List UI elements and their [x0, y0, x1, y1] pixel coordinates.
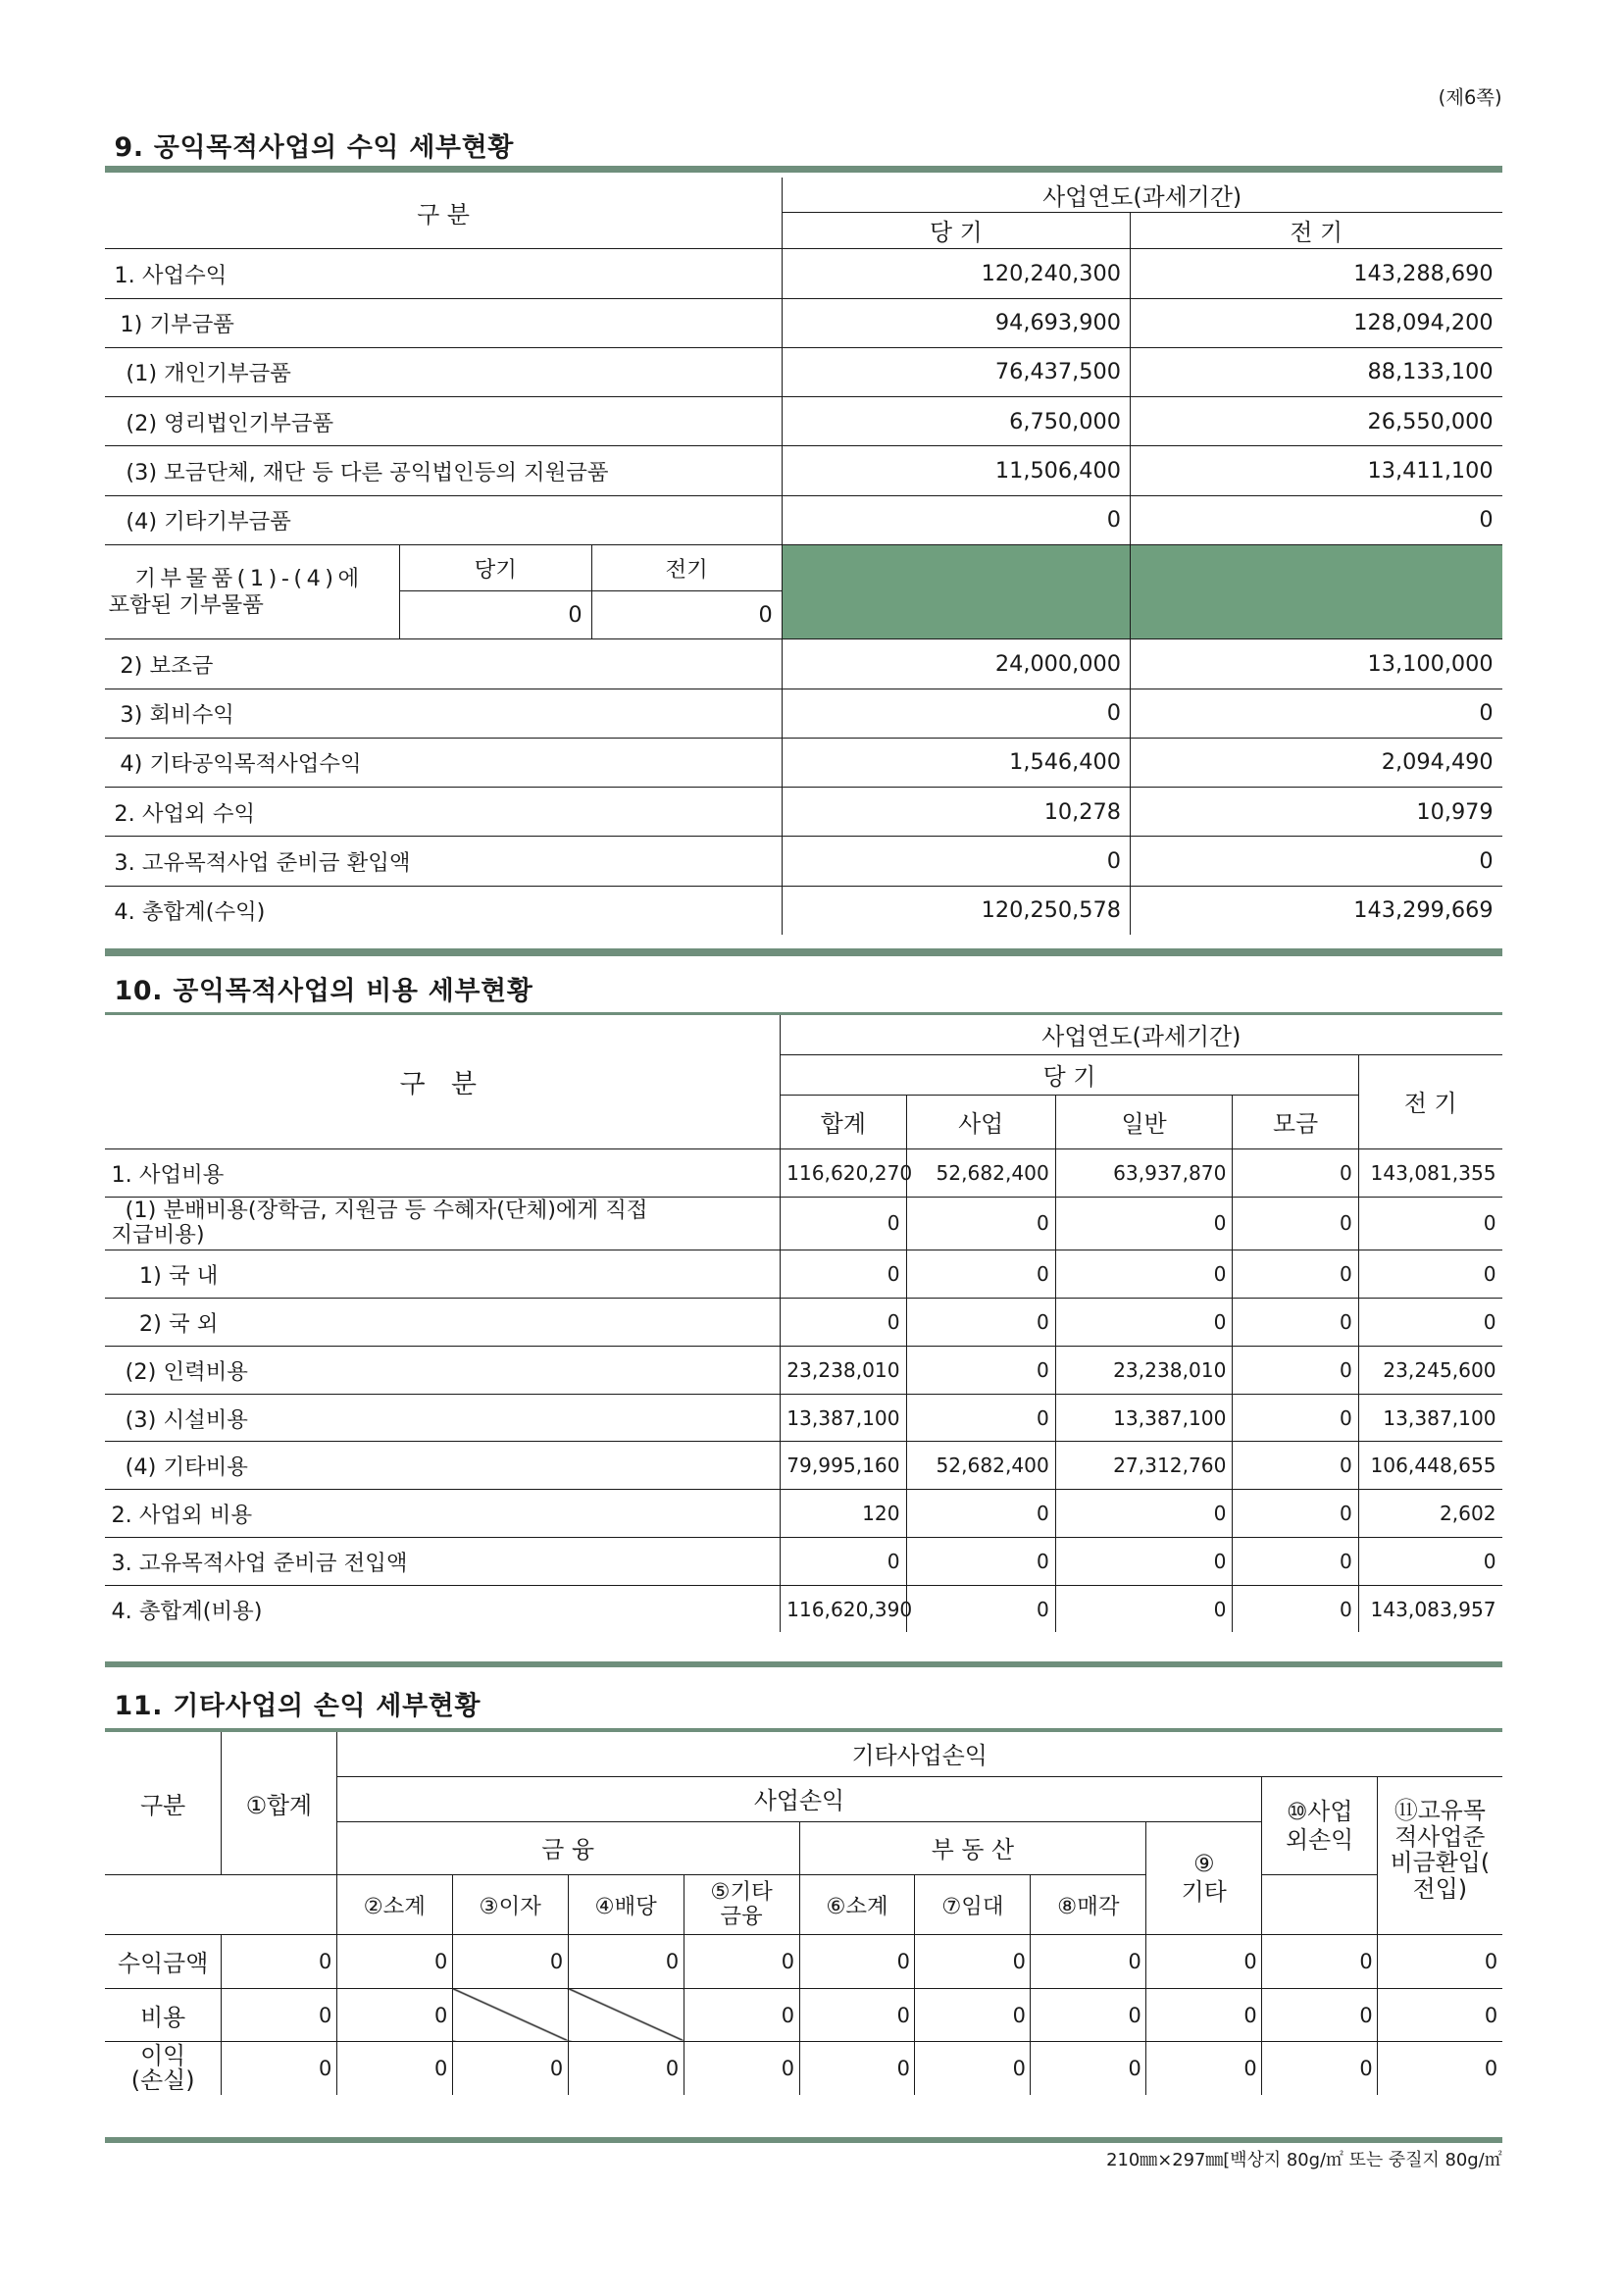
- cell-value: 0: [1146, 2042, 1262, 2095]
- section-11-title: 11. 기타사업의 손익 세부현황: [114, 1690, 482, 1721]
- row-label: 2. 사업외 비용: [105, 1490, 780, 1538]
- table-row: [105, 1148, 1501, 1197]
- row-label: 4) 기타공익목적사업수익: [105, 738, 782, 787]
- header-other: [1146, 1821, 1262, 1934]
- header-general: 일반: [1055, 1096, 1233, 1149]
- header-gubun: 구분: [105, 1732, 221, 1875]
- row-label: (3) 모금단체, 재단 등 다른 공익법인등의 지원금품: [105, 446, 782, 495]
- current-value: 76,437,500: [782, 347, 1130, 396]
- header-total: 합계: [781, 1096, 906, 1149]
- cell-value: 0: [336, 1988, 452, 2042]
- cell-value: 0: [1031, 1988, 1146, 2042]
- table-row: [105, 738, 1501, 787]
- cell-value: 0: [568, 2042, 684, 2095]
- cell-value: 0: [799, 2042, 915, 2095]
- row-label: 1. 사업비용: [105, 1148, 780, 1197]
- general-value: 27,312,760: [1055, 1442, 1233, 1490]
- cell-value: 0: [1031, 1934, 1146, 1988]
- shaded-cell: [782, 544, 1130, 639]
- cell-value: 0: [684, 1934, 799, 1988]
- previous-value: 143,299,669: [1130, 886, 1501, 935]
- header-other-finance: [684, 1875, 799, 1935]
- business-value: 0: [906, 1299, 1055, 1347]
- row-label: (1) 개인기부금품: [105, 347, 782, 396]
- total-value: 0: [781, 1299, 906, 1347]
- section-11-bottom-rule: [105, 2137, 1501, 2143]
- previous-value: 13,411,100: [1130, 446, 1501, 495]
- previous-value: 143,288,690: [1130, 249, 1501, 298]
- row-label: 1) 국 내: [105, 1250, 780, 1299]
- inkind-previous-header: 전기: [591, 544, 782, 590]
- header-dividend: ④배당: [568, 1875, 684, 1935]
- cell-value: 0: [1378, 1988, 1502, 2042]
- header-rent: ⑦임대: [915, 1875, 1031, 1935]
- current-value: 120,250,578: [782, 886, 1130, 935]
- header-business: 사업: [906, 1096, 1055, 1149]
- header-fundraising: 모금: [1233, 1096, 1358, 1149]
- cell-value: 0: [1031, 2042, 1146, 2095]
- cell-value: 0: [336, 2042, 452, 2095]
- row-label: (3) 시설비용: [105, 1394, 780, 1442]
- table-row: [105, 397, 1501, 446]
- header-reserve-line4: 전입): [1412, 1875, 1468, 1904]
- previous-value: 0: [1130, 837, 1501, 886]
- row-label: 3) 회비수익: [105, 689, 782, 738]
- cell-value: 0: [336, 1934, 452, 1988]
- general-value: 0: [1055, 1299, 1233, 1347]
- current-value: 6,750,000: [782, 397, 1130, 446]
- table-row: [105, 1988, 1501, 2042]
- section-10-title: 10. 공익목적사업의 비용 세부현황: [114, 976, 533, 1007]
- fundraising-value: 0: [1233, 1346, 1358, 1394]
- general-value: 0: [1055, 1250, 1233, 1299]
- inkind-current-header: 당기: [400, 544, 592, 590]
- row-label: (4) 기타비용: [105, 1442, 780, 1490]
- header-sale: ⑧매각: [1031, 1875, 1146, 1935]
- table-row: [105, 1934, 1501, 1988]
- current-value: 10,278: [782, 788, 1130, 837]
- paper-spec-footer: 210㎜×297㎜[백상지 80g/㎡ 또는 중질지 80g/㎡: [1106, 2150, 1502, 2171]
- fundraising-value: 0: [1233, 1490, 1358, 1538]
- previous-value: 0: [1358, 1250, 1501, 1299]
- business-value: 0: [906, 1490, 1055, 1538]
- business-value: 0: [906, 1250, 1055, 1299]
- previous-value: 23,245,600: [1358, 1346, 1501, 1394]
- cell-value: 0: [684, 2042, 799, 2095]
- business-value: 52,682,400: [906, 1442, 1055, 1490]
- previous-value: 0: [1358, 1537, 1501, 1585]
- cell-value: 0: [452, 1934, 568, 1988]
- total-value: 116,620,270: [781, 1148, 906, 1197]
- row-label: 4. 총합계(비용): [105, 1585, 780, 1632]
- table-row: [105, 1346, 1501, 1394]
- table-row: [105, 639, 1501, 689]
- total-value: 0: [781, 1537, 906, 1585]
- row-label-line1: 이익: [140, 2041, 186, 2069]
- total-value: 23,238,010: [781, 1346, 906, 1394]
- fundraising-value: 0: [1233, 1250, 1358, 1299]
- cell-value: 0: [221, 2042, 336, 2095]
- total-value: 120: [781, 1490, 906, 1538]
- previous-value: 10,979: [1130, 788, 1501, 837]
- header-gubun: 구 분: [105, 178, 782, 249]
- diagonal-empty-cell: [568, 1988, 684, 2042]
- row-label: 수익금액: [105, 1934, 221, 1988]
- general-value: 23,238,010: [1055, 1346, 1233, 1394]
- inkind-current-value: 0: [400, 591, 592, 639]
- row-label: 1. 사업수익: [105, 249, 782, 298]
- header-current: 당 기: [782, 213, 1130, 249]
- cell-value: 0: [915, 2042, 1031, 2095]
- fundraising-value: 0: [1233, 1585, 1358, 1632]
- cell-value: 0: [1262, 2042, 1378, 2095]
- table-row: [105, 837, 1501, 886]
- table-row: [105, 347, 1501, 396]
- row-label: 3. 고유목적사업 준비금 전입액: [105, 1537, 780, 1585]
- header-other-finance-line1: ⑤기타: [710, 1878, 773, 1905]
- previous-value: 0: [1358, 1197, 1501, 1250]
- total-value: 13,387,100: [781, 1394, 906, 1442]
- fundraising-value: 0: [1233, 1442, 1358, 1490]
- previous-value: 0: [1130, 495, 1501, 544]
- inkind-row: [105, 544, 1501, 590]
- current-value: 94,693,900: [782, 298, 1130, 347]
- header-non-business-pl-line1: ⑩사업: [1286, 1798, 1353, 1826]
- previous-value: 2,094,490: [1130, 738, 1501, 787]
- section-9-bottom-rule: [105, 948, 1501, 955]
- row-label: 1) 기부금품: [105, 298, 782, 347]
- section-9-revenue-table: [105, 178, 1501, 935]
- header-non-business-pl: [1262, 1776, 1378, 1875]
- table-row: [105, 1394, 1501, 1442]
- header-other-line2: 기타: [1181, 1877, 1227, 1906]
- cell-value: 0: [1146, 1988, 1262, 2042]
- previous-value: 106,448,655: [1358, 1442, 1501, 1490]
- cell-value: 0: [1378, 1934, 1502, 1988]
- cell-value: 0: [799, 1934, 915, 1988]
- row-label: [105, 1197, 780, 1250]
- fundraising-value: 0: [1233, 1537, 1358, 1585]
- row-label: 2. 사업외 수익: [105, 788, 782, 837]
- row-label: 3. 고유목적사업 준비금 환입액: [105, 837, 782, 886]
- cell-value: 0: [1262, 1988, 1378, 2042]
- row-label: 2) 국 외: [105, 1299, 780, 1347]
- cell-value: 0: [221, 1934, 336, 1988]
- current-value: 0: [782, 837, 1130, 886]
- header-real-estate: 부 동 산: [799, 1821, 1146, 1875]
- header-subtotal-finance: ②소계: [336, 1875, 452, 1935]
- section-10-bottom-rule: [105, 1661, 1501, 1667]
- section-10-expense-table: [105, 1015, 1501, 1633]
- table-row: [105, 1197, 1501, 1250]
- header-business-pl: 사업손익: [336, 1776, 1261, 1821]
- cell-value: 0: [915, 1934, 1031, 1988]
- row-label: (2) 인력비용: [105, 1346, 780, 1394]
- table-row: [105, 1490, 1501, 1538]
- table-row: [105, 1585, 1501, 1632]
- shaded-cell: [1130, 544, 1501, 639]
- business-value: 0: [906, 1537, 1055, 1585]
- header-other-business-pl: 기타사업손익: [336, 1732, 1501, 1776]
- current-value: 0: [782, 495, 1130, 544]
- total-value: 0: [781, 1197, 906, 1250]
- inkind-label-line2: 포함된 기부물품: [108, 591, 264, 618]
- cell-value: 0: [684, 1988, 799, 2042]
- section-9-title: 9. 공익목적사업의 수익 세부현황: [114, 132, 515, 164]
- row-label: 2) 보조금: [105, 639, 782, 689]
- header-other-line1: ⑨: [1193, 1850, 1215, 1878]
- general-value: 63,937,870: [1055, 1148, 1233, 1197]
- business-value: 0: [906, 1197, 1055, 1250]
- table-row: [105, 249, 1501, 298]
- table-row: [105, 298, 1501, 347]
- table-row: [105, 788, 1501, 837]
- header-other-finance-line2: 금융: [720, 1904, 763, 1930]
- fundraising-value: 0: [1233, 1197, 1358, 1250]
- previous-value: 128,094,200: [1130, 298, 1501, 347]
- row-label: (4) 기타기부금품: [105, 495, 782, 544]
- previous-value: 0: [1130, 689, 1501, 738]
- cell-value: 0: [799, 1988, 915, 2042]
- table-row: [105, 495, 1501, 544]
- inkind-previous-value: 0: [591, 591, 782, 639]
- total-value: 0: [781, 1250, 906, 1299]
- header-current: 당 기: [781, 1054, 1359, 1095]
- header-gubun: 구 분: [105, 1015, 780, 1149]
- previous-value: 26,550,000: [1130, 397, 1501, 446]
- current-value: 1,546,400: [782, 738, 1130, 787]
- current-value: 120,240,300: [782, 249, 1130, 298]
- cell-value: 0: [1378, 2042, 1502, 2095]
- row-label-line1: (1) 분배비용(장학금, 지원금 등 수혜자(단체)에게 직접: [111, 1198, 648, 1224]
- table-row: [105, 1537, 1501, 1585]
- header-previous: 전 기: [1358, 1054, 1501, 1148]
- header-total: ①합계: [221, 1732, 336, 1875]
- cell-value: 0: [915, 1988, 1031, 2042]
- table-row: [105, 1250, 1501, 1299]
- business-value: 0: [906, 1346, 1055, 1394]
- previous-value: 88,133,100: [1130, 347, 1501, 396]
- header-reserve-line3: 비금환입(: [1390, 1849, 1491, 1877]
- cell-value: 0: [452, 2042, 568, 2095]
- table-row: [105, 2042, 1501, 2095]
- total-value: 116,620,390: [781, 1585, 906, 1632]
- page-number: (제6쪽): [1438, 85, 1502, 109]
- table-row: [105, 886, 1501, 935]
- previous-value: 13,387,100: [1358, 1394, 1501, 1442]
- table-row: [105, 446, 1501, 495]
- current-value: 0: [782, 689, 1130, 738]
- header-non-business-pl-line2: 외손익: [1286, 1825, 1354, 1854]
- header-previous: 전 기: [1130, 213, 1501, 249]
- row-label: 4. 총합계(수익): [105, 886, 782, 935]
- header-business-year: 사업연도(과세기간): [782, 178, 1501, 213]
- inkind-label-line1: 기부물품(1)-(4)에: [134, 565, 364, 591]
- header-reserve-reversal: [1378, 1776, 1502, 1934]
- fundraising-value: 0: [1233, 1148, 1358, 1197]
- cell-value: 0: [1262, 1934, 1378, 1988]
- business-value: 0: [906, 1585, 1055, 1632]
- header-spacer: [105, 1875, 336, 1935]
- business-value: 0: [906, 1394, 1055, 1442]
- previous-value: 143,081,355: [1358, 1148, 1501, 1197]
- general-value: 0: [1055, 1585, 1233, 1632]
- previous-value: 0: [1358, 1299, 1501, 1347]
- row-label: (2) 영리법인기부금품: [105, 397, 782, 446]
- row-label: [105, 2042, 221, 2095]
- header-interest: ③이자: [452, 1875, 568, 1935]
- table-row: [105, 1299, 1501, 1347]
- fundraising-value: 0: [1233, 1394, 1358, 1442]
- inkind-label: [105, 544, 399, 639]
- general-value: 13,387,100: [1055, 1394, 1233, 1442]
- previous-value: 2,602: [1358, 1490, 1501, 1538]
- fundraising-value: 0: [1233, 1299, 1358, 1347]
- header-subtotal-real-estate: ⑥소계: [799, 1875, 915, 1935]
- row-label-line2: (손실): [130, 2066, 195, 2095]
- total-value: 79,995,160: [781, 1442, 906, 1490]
- header-finance: 금 융: [336, 1821, 799, 1875]
- diagonal-empty-cell: [452, 1988, 568, 2042]
- header-reserve-line1: ⑪고유목: [1394, 1796, 1486, 1824]
- general-value: 0: [1055, 1490, 1233, 1538]
- cell-value: 0: [221, 1988, 336, 2042]
- cell-value: 0: [1146, 1934, 1262, 1988]
- previous-value: 13,100,000: [1130, 639, 1501, 689]
- table-row: [105, 1442, 1501, 1490]
- section-9-top-rule: [105, 166, 1501, 173]
- general-value: 0: [1055, 1197, 1233, 1250]
- table-row: [105, 689, 1501, 738]
- cell-value: 0: [568, 1934, 684, 1988]
- general-value: 0: [1055, 1537, 1233, 1585]
- header-spacer: [1262, 1875, 1378, 1935]
- section-11-other-business-table: [105, 1732, 1501, 2095]
- current-value: 24,000,000: [782, 639, 1130, 689]
- current-value: 11,506,400: [782, 446, 1130, 495]
- row-label-line2: 지급비용): [111, 1222, 205, 1249]
- row-label: 비용: [105, 1988, 221, 2042]
- previous-value: 143,083,957: [1358, 1585, 1501, 1632]
- header-reserve-line2: 적사업준: [1394, 1822, 1486, 1851]
- header-business-year: 사업연도(과세기간): [781, 1015, 1502, 1055]
- business-value: 52,682,400: [906, 1148, 1055, 1197]
